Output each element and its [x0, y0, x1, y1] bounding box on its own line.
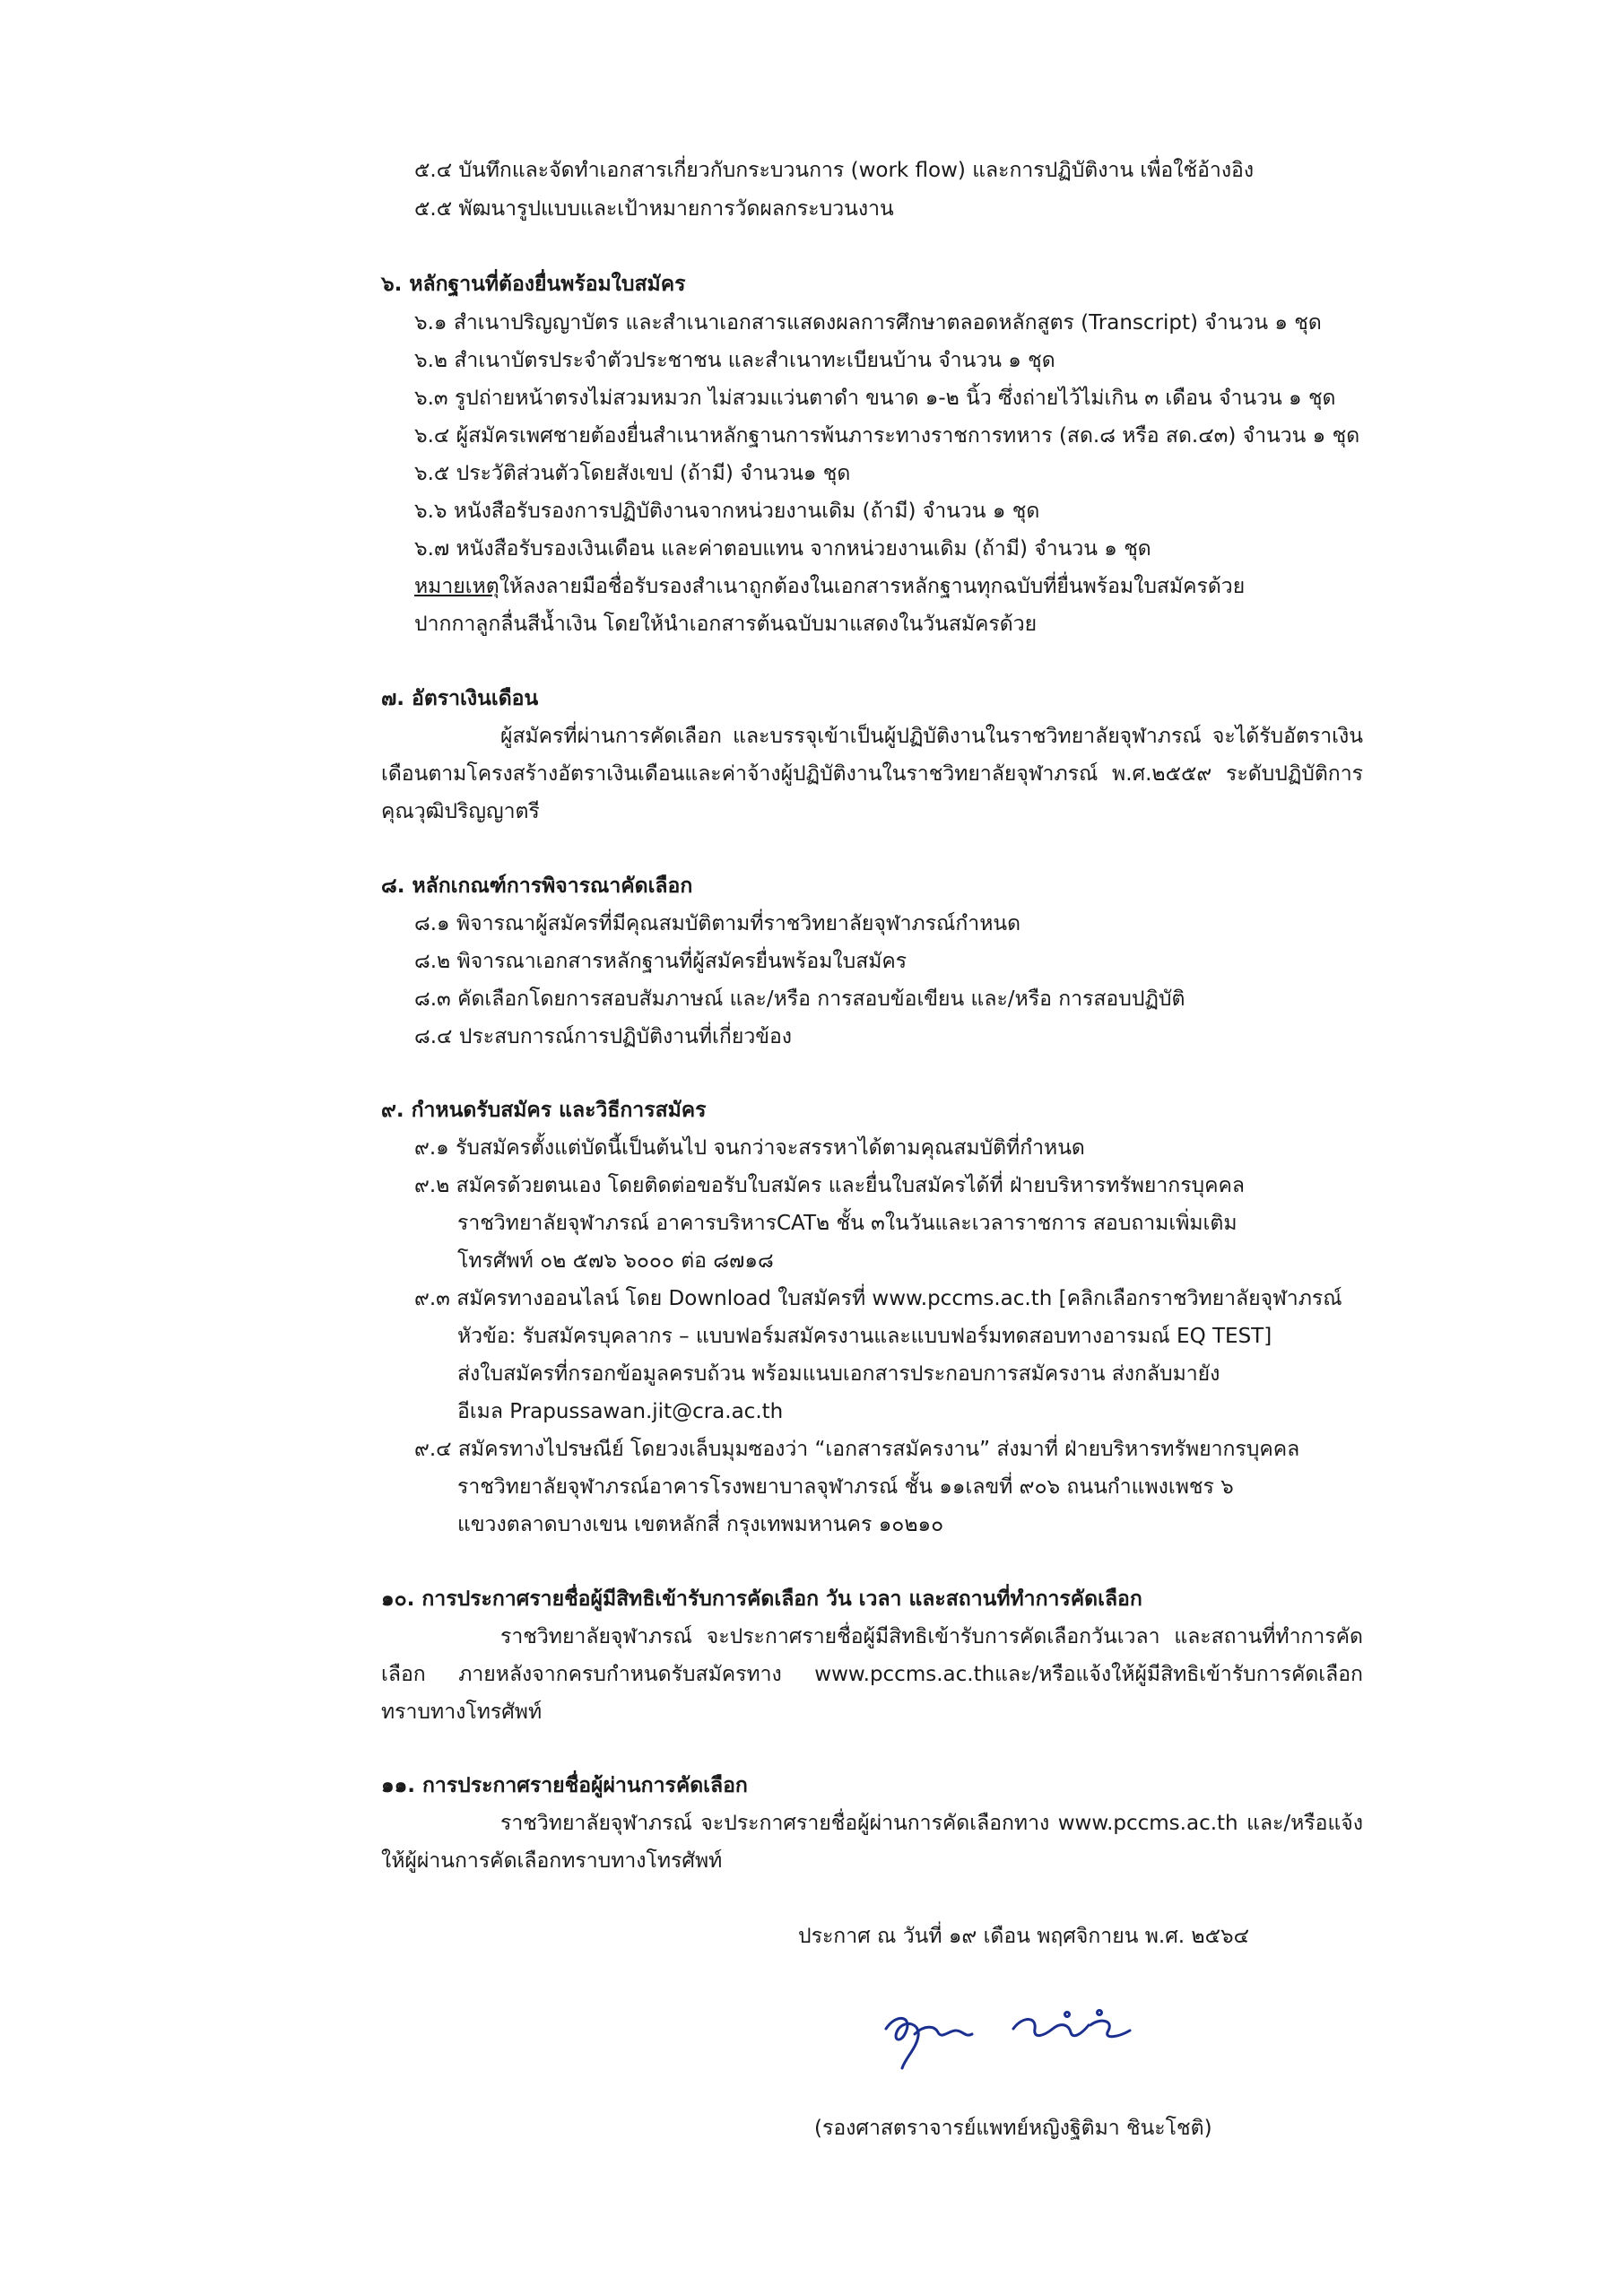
s5-item-4: ๕.๔ บันทึกและจัดทำเอกสารเกี่ยวกับกระบวนการ (work flow) และการปฏิบัติงาน เพื่อใช้อ้างอิง	[414, 159, 1255, 182]
s8-item-3: ๘.๓ คัดเลือกโดยการสอบสัมภาษณ์ และ/หรือ การสอบข้อเขียน และ/หรือ การสอบปฏิบัติ	[414, 987, 1185, 1011]
s9-item-3-line-2: หัวข้อ: รับสมัครบุคลากร – แบบฟอร์มสมัครงานและแบบฟอร์มทดสอบทางอารมณ์ EQ TEST]	[457, 1325, 1272, 1348]
handwritten-signature	[879, 1993, 1148, 2074]
s9-item-3-line-1: ๙.๓ สมัครทางออนไลน์ โดย Download ใบสมัครที่ www.pccms.ac.th [คลิกเลือกราชวิทยาลัยจุฬาภรณ์	[414, 1287, 1342, 1310]
s11-line-2: ให้ผู้ผ่านการคัดเลือกทราบทางโทรศัพท์	[381, 1849, 723, 1873]
s6-item-3: ๖.๓ รูปถ่ายหน้าตรงไม่สวมหมวก ไม่สวมแว่นตาดำ ขนาด ๑-๒ นิ้ว ซึ่งถ่ายไว้ไม่เกิน ๓ เดือน จำนวน ๑ ชุด	[414, 387, 1336, 410]
s9-item-3-line-3: ส่งใบสมัครที่กรอกข้อมูลครบถ้วน พร้อมแนบเอกสารประกอบการสมัครงาน ส่งกลับมายัง	[457, 1362, 1220, 1386]
s7-heading: ๗. อัตราเงินเดือน	[381, 687, 539, 710]
s6-heading: ๖. หลักฐานที่ต้องยื่นพร้อมใบสมัคร	[381, 273, 686, 296]
signer-name: (รองศาสตราจารย์แพทย์หญิงฐิติมา ชินะโชติ)	[814, 2117, 1212, 2140]
s6-item-4: ๖.๔ ผู้สมัครเพศชายต้องยื่นสำเนาหลักฐานการพ้นภาระทางราชการทหาร (สด.๘ หรือ สด.๔๓) จำนวน ๑ ชุด	[414, 424, 1360, 448]
s9-item-4-line-3: แขวงตลาดบางเขน เขตหลักสี่ กรุงเทพมหานคร ๑๐๒๑๐	[457, 1513, 944, 1536]
s8-heading: ๘. หลักเกณฑ์การพิจารณาคัดเลือก	[381, 874, 693, 898]
s6-item-6: ๖.๖ หนังสือรับรองการปฏิบัติงานจากหน่วยงานเดิม (ถ้ามี) จำนวน ๑ ชุด	[414, 500, 1040, 523]
s11-heading: ๑๑. การประกาศรายชื่อผู้ผ่านการคัดเลือก	[381, 1774, 748, 1797]
s10-heading: ๑๐. การประกาศรายชื่อผู้มีสิทธิเข้ารับการคัดเลือก วัน เวลา และสถานที่ทำการคัดเลือก	[381, 1587, 1142, 1611]
s6-note-line-2: ปากกาลูกลื่นสีน้ำเงิน โดยให้นำเอกสารต้นฉบับมาแสดงในวันสมัครด้วย	[414, 613, 1038, 636]
s8-item-2: ๘.๒ พิจารณาเอกสารหลักฐานที่ผู้สมัครยื่นพร้อมใบสมัคร	[414, 950, 908, 973]
s6-note-label: หมายเหตุ	[414, 575, 499, 598]
s9-item-1: ๙.๑ รับสมัครตั้งแต่บัดนี้เป็นต้นไป จนกว่าจะสรรหาได้ตามคุณสมบัติที่กำหนด	[414, 1136, 1085, 1160]
s8-item-1: ๘.๑ พิจารณาผู้สมัครที่มีคุณสมบัติตามที่ราชวิทยาลัยจุฬาภรณ์กำหนด	[414, 912, 1021, 935]
s10-line-3: ทราบทางโทรศัพท์	[381, 1700, 543, 1724]
s6-item-5: ๖.๕ ประวัติส่วนตัวโดยสังเขป (ถ้ามี) จำนวน๑ ชุด	[414, 462, 851, 485]
s7-line-2: เดือนตามโครงสร้างอัตราเงินเดือนและค่าจ้างผู้ปฏิบัติงานในราชวิทยาลัยจุฬาภรณ์ พ.ศ.๒๕๕๙ ระดับปฏิบัติการ	[381, 762, 1363, 786]
s7-line-1: ผู้สมัครที่ผ่านการคัดเลือก และบรรจุเข้าเป็นผู้ปฏิบัติงานในราชวิทยาลัยจุฬาภรณ์ จะได้รับอัตราเงิน	[500, 725, 1363, 748]
s10-line-1: ราชวิทยาลัยจุฬาภรณ์ จะประกาศรายชื่อผู้มีสิทธิเข้ารับการคัดเลือกวันเวลา และสถานที่ทำการคัด	[500, 1625, 1363, 1648]
s6-note-line-1	[414, 573, 1245, 600]
s9-item-2-line-3: โทรศัพท์ ๐๒ ๕๗๖ ๖๐๐๐ ต่อ ๘๗๑๘	[457, 1249, 774, 1273]
s9-heading: ๙. กำหนดรับสมัคร และวิธีการสมัคร	[381, 1099, 707, 1122]
s6-item-7: ๖.๗ หนังสือรับรองเงินเดือน และค่าตอบแทน จากหน่วยงานเดิม (ถ้ามี) จำนวน ๑ ชุด	[414, 537, 1151, 561]
s10-line-2: เลือก ภายหลังจากครบกำหนดรับสมัครทาง www.pccms.ac.thและ/หรือแจ้งให้ผู้มีสิทธิเข้ารับการคัดเลือก	[381, 1663, 1363, 1686]
s6-item-1: ๖.๑ สำเนาปริญญาบัตร และสำเนาเอกสารแสดงผลการศึกษาตลอดหลักสูตร (Transcript) จำนวน ๑ ชุด	[414, 311, 1322, 335]
s7-line-3: คุณวุฒิปริญญาตรี	[381, 800, 540, 823]
s9-item-2-line-2: ราชวิทยาลัยจุฬาภรณ์ อาคารบริหารCAT๒ ชั้น ๓ในวันและเวลาราชการ สอบถามเพิ่มเติม	[457, 1212, 1238, 1235]
announce-date: ประกาศ ณ วันที่ ๑๙ เดือน พฤศจิกายน พ.ศ. ๒๕๖๔	[798, 1925, 1250, 1948]
s11-line-1: ราชวิทยาลัยจุฬาภรณ์ จะประกาศรายชื่อผู้ผ่านการคัดเลือกทาง www.pccms.ac.th และ/หรือแจ้ง	[500, 1812, 1363, 1835]
s6-note-text: ให้ลงลายมือชื่อรับรองสำเนาถูกต้องในเอกสารหลักฐานทุกฉบับที่ยื่นพร้อมใบสมัครด้วย	[499, 575, 1246, 598]
s9-item-4-line-1: ๙.๔ สมัครทางไปรษณีย์ โดยวงเล็บมุมซองว่า “เอกสารสมัครงาน” ส่งมาที่ ฝ่ายบริหารทรัพยากรบุคคล	[414, 1438, 1300, 1461]
s5-item-5: ๕.๕ พัฒนารูปแบบและเป้าหมายการวัดผลกระบวนงาน	[414, 197, 894, 221]
s9-item-2-line-1: ๙.๒ สมัครด้วยตนเอง โดยติดต่อขอรับใบสมัคร และยื่นใบสมัครได้ที่ ฝ่ายบริหารทรัพยากรบุคคล	[414, 1174, 1246, 1197]
s8-item-4: ๘.๔ ประสบการณ์การปฏิบัติงานที่เกี่ยวข้อง	[414, 1025, 792, 1048]
s6-item-2: ๖.๒ สำเนาบัตรประจำตัวประชาชน และสำเนาทะเบียนบ้าน จำนวน ๑ ชุด	[414, 349, 1055, 372]
s9-item-3-line-4: อีเมล Prapussawan.jit@cra.ac.th	[457, 1400, 784, 1423]
s9-item-4-line-2: ราชวิทยาลัยจุฬาภรณ์อาคารโรงพยาบาลจุฬาภรณ์ ชั้น ๑๑เลขที่ ๙๐๖ ถนนกำแพงเพชร ๖	[457, 1475, 1234, 1499]
